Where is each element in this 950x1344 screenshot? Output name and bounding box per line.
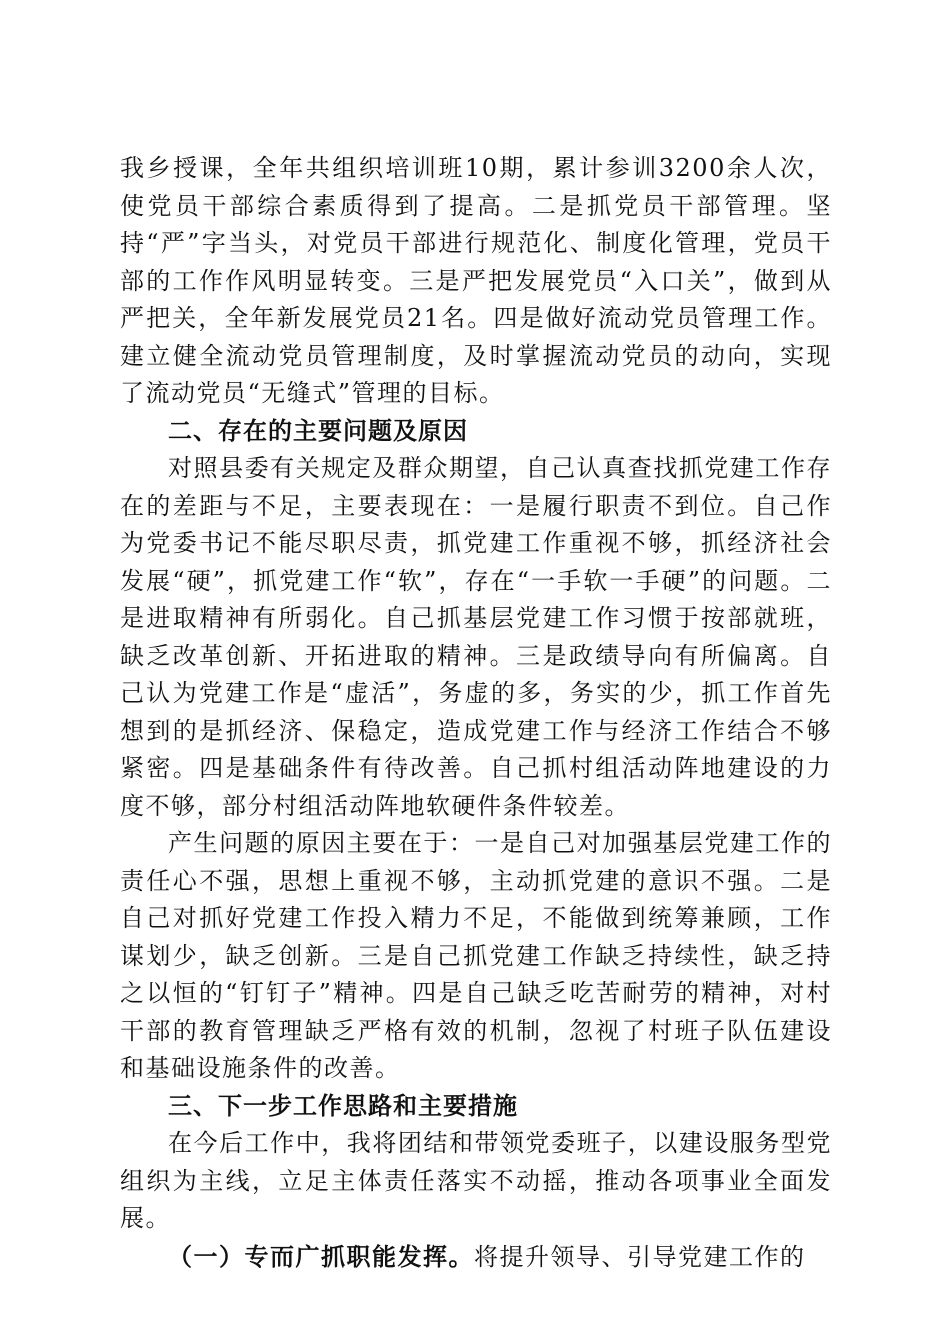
paragraph-measure-one <box>120 1238 832 1277</box>
section-heading-problems: 二、存在的主要问题及原因 <box>168 416 468 445</box>
measure-one-lead: （一）专而广抓职能发挥。 <box>168 1241 474 1271</box>
paragraph-training-management: 我乡授课，全年共组织培训班10期，累计参训3200余人次，使党员干部综合素质得到了提高。二是抓党员干部管理。坚持“严”字当头，对党员干部进行规范化、制度化管理，党员干部的工作作风明显转变。三是严把发展党员“入口关”，做到从严把关，全年新发展党员21名。四是做好流动党员管理工作。建立健全流动党员管理制度，及时掌握流动党员的动向，实现了流动党员“无缝式”管理的目标。 <box>120 154 832 407</box>
paragraph-causes: 产生问题的原因主要在于：一是自己对加强基层党建工作的责任心不强，思想上重视不够，主动抓党建的意识不强。二是自己对抓好党建工作投入精力不足，不能做到统筹兼顾，工作谋划少，缺乏创新。三是自己抓党建工作缺乏持续性，缺乏持之以恒的“钉钉子”精神。四是自己缺乏吃苦耐劳的精神，对村干部的教育管理缺乏严格有效的机制，忽视了村班子队伍建设和基础设施条件的改善。 <box>120 829 832 1082</box>
paragraph-next-steps-intro: 在今后工作中，我将团结和带领党委班子，以建设服务型党组织为主线，立足主体责任落实不动摇，推动各项事业全面发展。 <box>120 1129 832 1232</box>
measure-one-text: 将提升领导、引导党建工作的 <box>474 1242 806 1271</box>
document-body <box>120 150 832 1276</box>
section-heading-next-steps: 三、下一步工作思路和主要措施 <box>168 1091 518 1120</box>
paragraph-problems: 对照县委有关规定及群众期望，自己认真查找抓党建工作存在的差距与不足，主要表现在：一是履行职责不到位。自己作为党委书记不能尽职尽责，抓党建工作重视不够，抓经济社会发展“硬”，抓党建工作“软”，存在“一手软一手硬”的问题。二是进取精神有所弱化。自己抓基层党建工作习惯于按部就班，缺乏改革创新、开拓进取的精神。三是政绩导向有所偏离。自己认为党建工作是“虚活”，务虚的多，务实的少，抓工作首先想到的是抓经济、保稳定，造成党建工作与经济工作结合不够紧密。四是基础条件有待改善。自己抓村组活动阵地建设的力度不够，部分村组活动阵地软硬件条件较差。 <box>120 454 832 820</box>
